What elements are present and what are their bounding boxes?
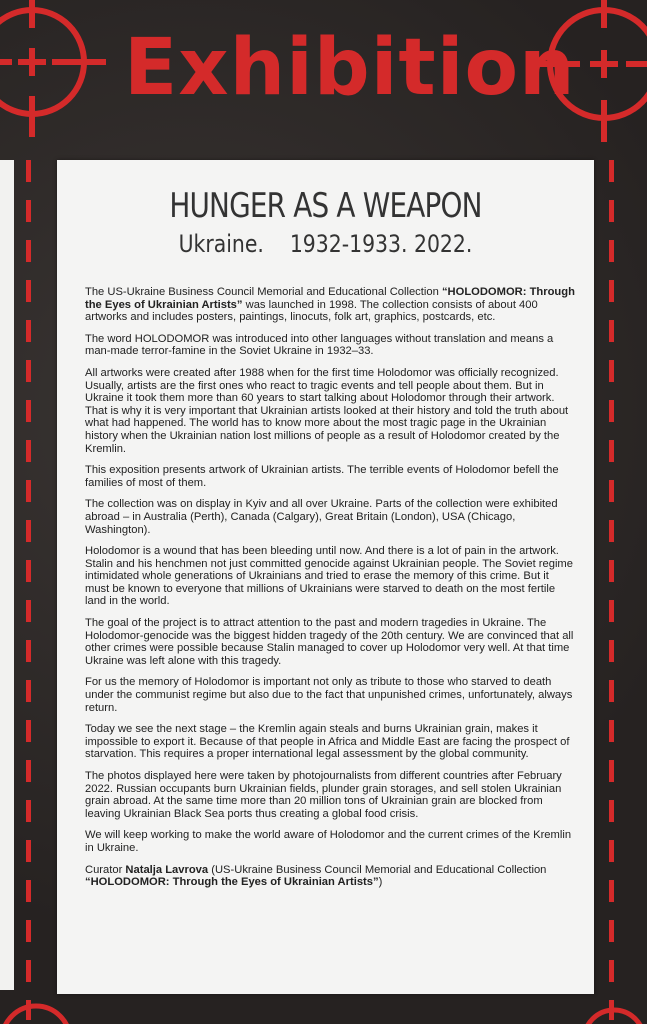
poster-subhead: Ukraine. 1932-1933. 2022. (178, 230, 473, 258)
crosshair-icon-bottom-left (0, 1000, 80, 1024)
collection-name: “HOLODOMOR: Through the Eyes of Ukrainian Artists” (85, 286, 575, 311)
dashed-line-right (608, 160, 615, 1020)
dashed-line-left (25, 160, 32, 1020)
curator-prefix: Curator (85, 863, 126, 876)
paragraph-photos: The photos displayed here were taken by photojournalists from different countries after February 2022. Russian occupants burn Ukrainian fields, plunder grain storages, and sell stolen Ukrainian grain abroad. At the same time more than 20 million tons of Ukrainian grain are blocked from leaving Ukrainian Black Sea ports thus creating a global food crisis. (85, 770, 562, 820)
paragraph-intro (85, 286, 575, 324)
paragraph-definition: The word HOLODOMOR was introduced into other languages without translation and means a man-made terror-famine in the Soviet Ukraine in 1932–33. (85, 332, 554, 358)
curator-affiliation: (US-Ukraine Business Council Memorial and Educational Collection (208, 863, 547, 876)
paragraph-wound: Holodomor is a wound that has been bleeding until now. And there is a lot of pain in the artwork. Stalin and his henchmen not just committed genocide against Ukrainian people. The Soviet regime intimidated whole generations of Ukrainians and tried to erase the memory of this crime. But it must be known to everyone that millions of Ukrainians were starved to death on the most fertile land in the world. (85, 545, 573, 608)
adjacent-poster-edge (0, 160, 14, 990)
curator-name: Natalja Lavrova (125, 863, 209, 876)
poster-headline: HUNGER AS A WEAPON (169, 186, 482, 226)
paragraph-display: The collection was on display in Kyiv and all over Ukraine. Parts of the collection were exhibited abroad – in Australia (Perth), Canada (Calgary), Great Britain (London), USA (Chicago, Washington). (85, 498, 558, 536)
poster-panel (57, 160, 594, 994)
paragraph-artworks: All artworks were created after 1988 when for the first time Holodomor was officially recognized. Usually, artists are the first ones who react to tragic events and tell people about them. But in Ukraine it took them more than 60 years to start talking about Holodomor through their artwork. That is why it is very important that Ukrainian artists looked at their history and told the truth about what had happened. The world has to know more about the most tragic page in the Ukrainian history when the Ukrainian nation lost millions of people as a result of Holodomor created by the Kremlin. (85, 366, 569, 455)
paragraph-goal: The goal of the project is to attract attention to the past and modern tragedies in Ukraine. The Holodomor-genocide was the biggest hidden tragedy of the 20th century. We are convinced that all other crimes were possible because Stalin managed to cover up Holodomor very well. At that time Ukraine was left alone with this tragedy. (85, 617, 574, 667)
collection-name: “HOLODOMOR: Through the Eyes of Ukrainian Artists” (85, 876, 379, 889)
crosshair-icon-left (0, 0, 112, 142)
paragraph-curator (85, 864, 575, 889)
exhibition-title: Exhibition (124, 23, 576, 113)
curator-suffix: ) (378, 876, 383, 889)
paragraph-text: The US-Ukraine Business Council Memorial and Educational Collection (85, 286, 442, 298)
paragraph-keep-working: We will keep working to make the world aware of Holodomor and the current crimes of the Kremlin in Ukraine. (85, 829, 572, 854)
paragraph-exposition: This exposition presents artwork of Ukrainian artists. The terrible events of Holodomor befell the families of most of them. (85, 464, 559, 489)
paragraph-memory: For us the memory of Holodomor is important not only as tribute to those who starved to death under the communist regime but also due to the fact that unpunished crimes, unfortunately, always return. (85, 676, 573, 714)
poster-body (85, 286, 575, 898)
paragraph-next-stage: Today we see the next stage – the Kremlin again steals and burns Ukrainian grain, makes it impossible to export it. Because of that people in Africa and Middle East are facing the prospect of starvation. This requires a proper international legal assessment by the global community. (85, 723, 570, 761)
paragraph-text: was launched in 1998. The collection consists of about 400 artworks and includes posters, paintings, linocuts, folk art, graphics, postcards, etc. (85, 298, 538, 324)
